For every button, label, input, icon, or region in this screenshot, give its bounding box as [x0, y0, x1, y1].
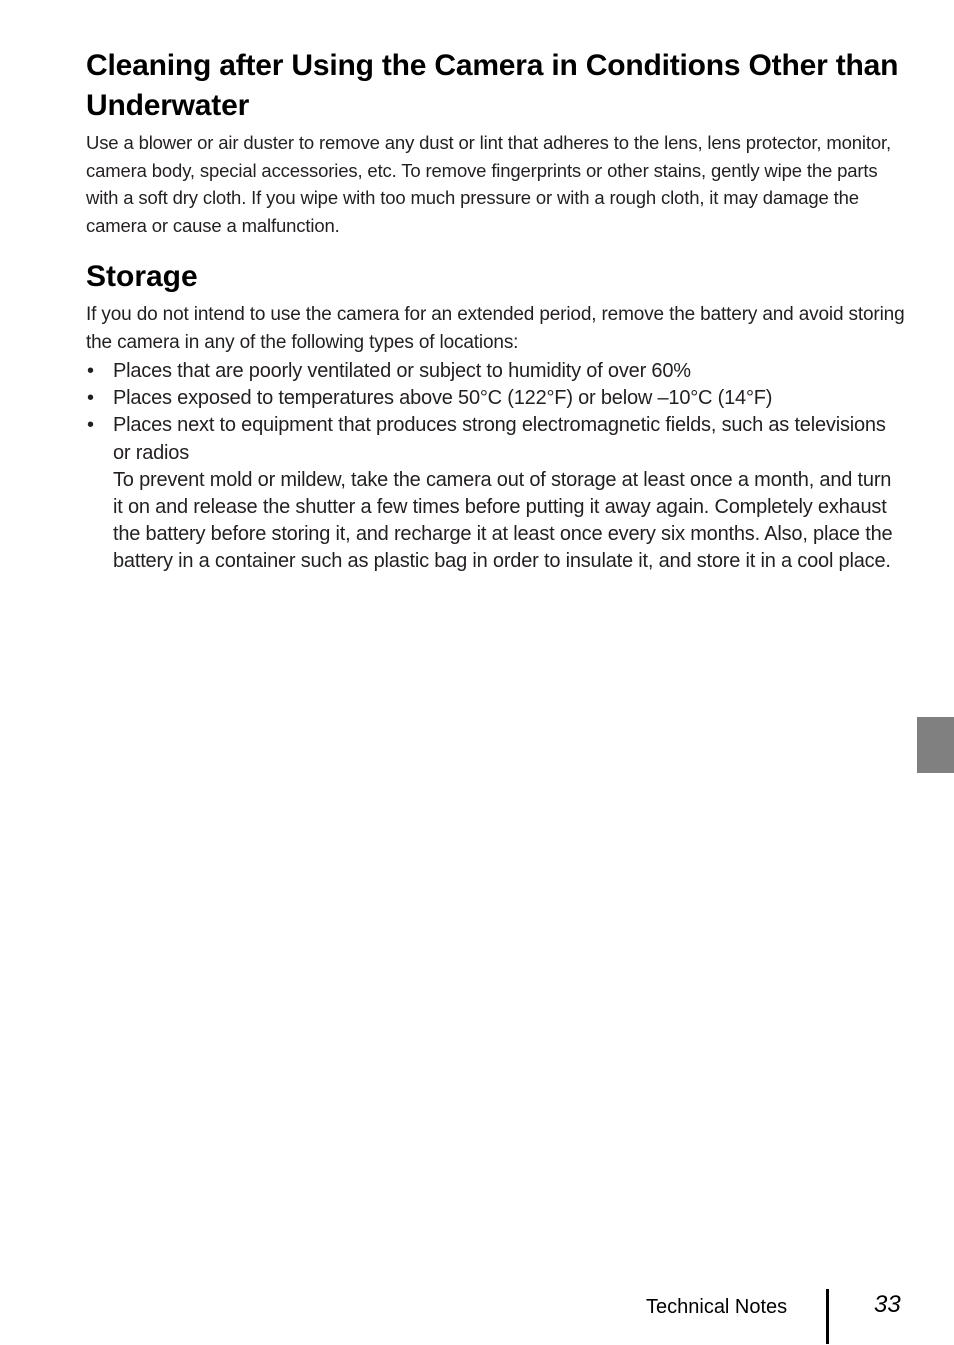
list-item: [86, 385, 906, 412]
section-heading-cleaning: Cleaning after Using the Camera in Conditions Other than Underwater: [86, 49, 899, 122]
footer-section-label: Technical Notes: [646, 1296, 788, 1318]
page-content: [86, 46, 906, 576]
bullet-icon: •: [87, 387, 94, 410]
cleaning-paragraph: Use a blower or air duster to remove any dust or lint that adheres to the lens, lens protector, monitor, camera body, special accessories, etc. To remove fingerprints or other stains, gently wipe the parts with a soft dry cloth. If you wipe with too much pressure or with a rough cloth, it may damage the camera or cause a malfunction.: [86, 132, 891, 236]
list-item: [86, 412, 906, 575]
chapter-side-tab: [917, 717, 954, 773]
bullet-icon: •: [87, 360, 94, 382]
footer-divider: [826, 1289, 829, 1344]
storage-locations-list: [86, 358, 906, 576]
list-item: [86, 358, 906, 385]
bullet-icon: •: [87, 414, 94, 437]
page-number: 33: [874, 1291, 901, 1318]
storage-note: To prevent mold or mildew, take the camera out of storage at least once a month, and turn it on and release the shutter a few times before putting it away again. Completely exhaust the battery before storing it, and recharge it at least once every six months. Also, place the battery in a container such as plastic bag in order to insulate it, and store it in a cool place.: [113, 468, 893, 573]
list-item-text: Places next to equipment that produces strong electromagnetic fields, such as televisions or radios: [113, 414, 886, 464]
list-item-text: Places exposed to temperatures above 50°C (122°F) or below –10°C (14°F): [113, 387, 773, 410]
storage-paragraph: If you do not intend to use the camera for an extended period, remove the battery and avoid storing the camera in any of the following types of locations:: [86, 304, 905, 353]
section-heading-storage: Storage: [86, 260, 198, 293]
list-item-text: Places that are poorly ventilated or subject to humidity of over 60%: [113, 360, 691, 382]
